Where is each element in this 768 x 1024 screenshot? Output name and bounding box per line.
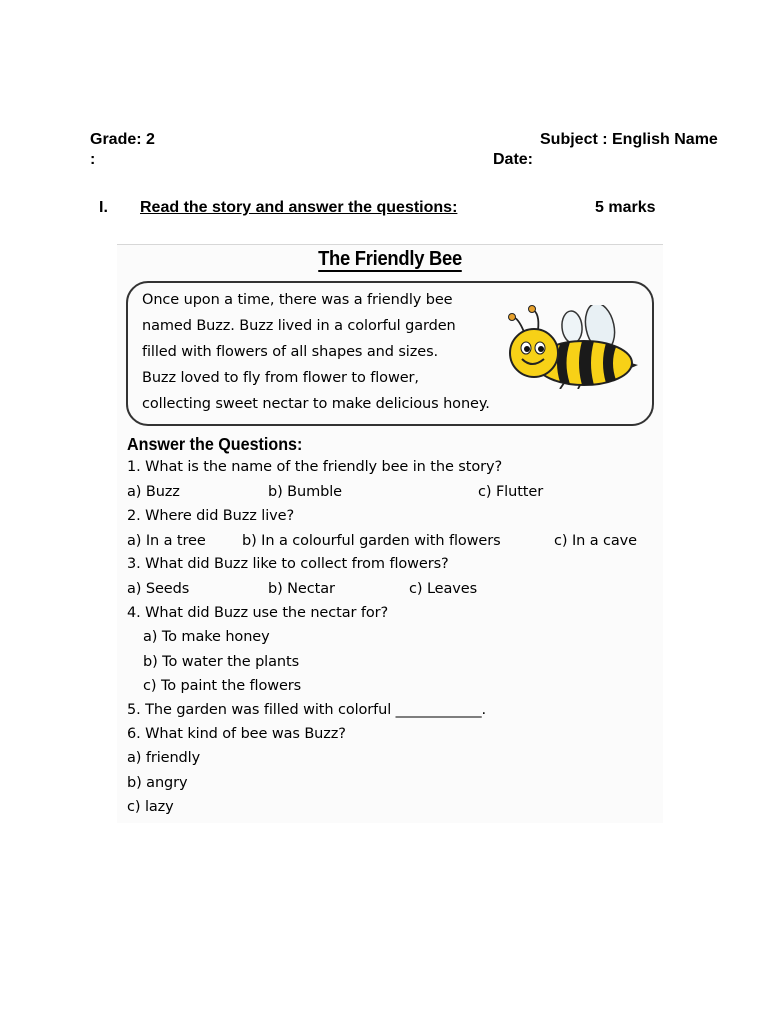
story-line: named Buzz. Buzz lived in a colorful garden <box>142 318 456 334</box>
question-5: 5. The garden was filled with colorful ____________. <box>127 702 486 718</box>
question-4: 4. What did Buzz use the nectar for? <box>127 605 389 621</box>
grade-label: Grade: 2 <box>90 131 155 148</box>
option-c: c) Leaves <box>409 581 478 597</box>
option-a: a) Seeds <box>127 581 190 597</box>
question-1: 1. What is the name of the friendly bee in the story? <box>127 459 503 475</box>
option-a: a) friendly <box>127 750 201 766</box>
question-3: 3. What did Buzz like to collect from flowers? <box>127 556 449 572</box>
worksheet-image <box>117 244 663 823</box>
section-title: Read the story and answer the questions: <box>140 199 458 216</box>
story-line: Once upon a time, there was a friendly bee <box>142 292 453 308</box>
option-c: c) To paint the flowers <box>143 678 302 694</box>
subject-name-label: Subject : English Name <box>540 131 718 148</box>
option-b: b) angry <box>127 775 188 791</box>
option-c: c) In a cave <box>554 533 637 549</box>
date-label: Date: <box>493 151 534 168</box>
worksheet-title: The Friendly Bee <box>318 248 462 270</box>
option-b: b) Nectar <box>268 581 335 597</box>
option-b: b) To water the plants <box>143 654 300 670</box>
questions-heading: Answer the Questions: <box>127 434 303 454</box>
option-c: c) lazy <box>127 799 174 815</box>
option-a: a) Buzz <box>127 484 180 500</box>
section-marks: 5 marks <box>595 199 656 216</box>
story-line: filled with flowers of all shapes and sizes. <box>142 344 439 360</box>
story-line: Buzz loved to fly from flower to flower, <box>142 370 419 386</box>
option-a: a) To make honey <box>143 629 270 645</box>
story-line: collecting sweet nectar to make delicious honey. <box>142 396 490 412</box>
bee-illustration-icon <box>502 305 638 389</box>
option-b: b) In a colourful garden with flowers <box>242 533 501 549</box>
option-a: a) In a tree <box>127 533 206 549</box>
section-number: I. <box>99 199 108 216</box>
question-2: 2. Where did Buzz live? <box>127 508 295 524</box>
question-6: 6. What kind of bee was Buzz? <box>127 726 346 742</box>
option-c: c) Flutter <box>478 484 544 500</box>
option-b: b) Bumble <box>268 484 342 500</box>
name-colon: : <box>90 151 96 168</box>
